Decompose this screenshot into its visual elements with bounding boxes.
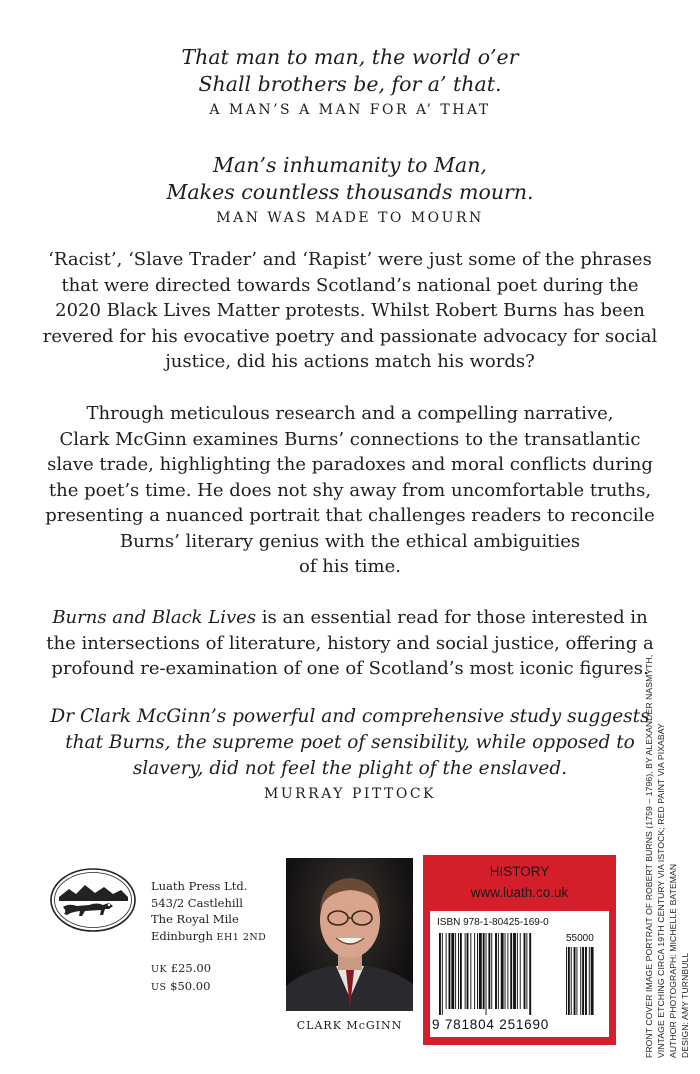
- review-line: Dr Clark McGinn’s powerful and comprehensive study suggests: [50, 706, 650, 727]
- credit-line: DESIGN: AMY TURNBULL: [680, 952, 690, 1058]
- credit-line: FRONT COVER IMAGE PORTRAIT OF ROBERT BURNS (1759 – 1796), BY ALEXANDER NASMYTH,: [644, 654, 654, 1058]
- epigraph-1-line: Shall brothers be, for a’ that.: [198, 72, 502, 96]
- blurb-line: revered for his evocative poetry and passionate advocacy for social: [42, 325, 658, 347]
- review-line: that Burns, the supreme poet of sensibility, while opposed to: [65, 732, 635, 753]
- blurb-paragraph-2: [0, 401, 700, 580]
- epigraph-2-line: Makes countless thousands mourn.: [166, 180, 534, 204]
- price-code: 55000: [566, 933, 594, 944]
- luath-logo-icon: [49, 867, 137, 933]
- price-uk: UK £25.00: [151, 961, 212, 975]
- blurb-line: the poet’s time. He does not shy away from uncomfortable truths,: [48, 479, 652, 501]
- blurb-line: of his time.: [299, 556, 401, 577]
- isbn-text: ISBN 978-1-80425-169-0: [437, 917, 549, 928]
- publisher-address-line: The Royal Mile: [151, 912, 239, 926]
- blurb-paragraph-3: [0, 605, 700, 682]
- author-photo: [286, 858, 413, 1011]
- review-line: slavery, did not feel the plight of the enslaved.: [132, 758, 568, 779]
- credit-line: VINTAGE ETCHING CIRCA 19TH CENTURY VIA ISTOCK; RED PAINT VIA PIXABAY: [656, 723, 666, 1058]
- epigraph-1: [0, 44, 700, 118]
- barcode-digits: 9 781804 251690: [432, 1017, 550, 1032]
- review-attribution: MURRAY PITTOCK: [264, 786, 436, 802]
- postcode: EH1 2ND: [216, 931, 267, 943]
- prices: [151, 960, 211, 996]
- blurb-line: [0, 605, 700, 631]
- book-title: Burns and Black Lives: [52, 607, 257, 628]
- category-label: HISTORY: [489, 864, 550, 879]
- credit-line: AUTHOR PHOTOGRAPH: MICHELLE BATEMAN: [668, 863, 678, 1058]
- epigraph-1-attribution: A MAN’S A MAN FOR A’ THAT: [209, 102, 491, 118]
- publisher-address: [151, 878, 266, 946]
- blurb-line: profound re-examination of one of Scotland’s most iconic figures.: [51, 658, 649, 679]
- author-portrait-icon: [286, 858, 413, 1011]
- barcode-panel: [430, 911, 609, 1037]
- publisher-name: Luath Press Ltd.: [151, 879, 248, 893]
- author-photo-caption: CLARK McGINN: [296, 1019, 403, 1032]
- publisher-website: www.luath.co.uk: [470, 885, 569, 900]
- epigraph-2-line: Man’s inhumanity to Man,: [213, 153, 487, 177]
- blurb-line: justice, did his actions match his words?: [165, 351, 535, 372]
- epigraph-1-line: That man to man, the world o’er: [181, 45, 519, 69]
- barcode-bars-icon: [437, 933, 561, 1015]
- blurb-line: Burns’ literary genius with the ethical ambiguities: [119, 530, 581, 552]
- barcode-box: [423, 855, 616, 1045]
- blurb-line: 2020 Black Lives Matter protests. Whilst Robert Burns has been: [55, 300, 645, 321]
- cover-credits: [643, 638, 691, 1058]
- blurb-line: Through meticulous research and a compelling narrative,: [86, 403, 614, 424]
- blurb-line: slave trade, highlighting the paradoxes and moral conflicts during: [47, 454, 653, 475]
- blurb-line: Clark McGinn examines Burns’ connections to the transatlantic: [59, 428, 641, 450]
- publisher-city-line: Edinburgh EH1 2ND: [151, 928, 267, 943]
- review-quote: [0, 704, 700, 802]
- price-barcode-icon: [565, 947, 605, 1015]
- publisher-address-line: 543/2 Castlehill: [151, 895, 243, 910]
- epigraph-2: [0, 152, 700, 226]
- blurb-line: ‘Racist’, ‘Slave Trader’ and ‘Rapist’ were just some of the phrases: [48, 249, 652, 270]
- blurb-line: presenting a nuanced portrait that challenges readers to reconcile: [45, 505, 655, 526]
- blurb-line: that were directed towards Scotland’s national poet during the: [61, 274, 639, 296]
- blurb-line-rest: is an essential read for those interested in: [256, 607, 648, 628]
- blurb-line: the intersections of literature, history and social justice, offering a: [46, 632, 654, 654]
- epigraph-2-attribution: MAN WAS MADE TO MOURN: [216, 210, 484, 226]
- price-us: US $50.00: [151, 979, 211, 993]
- blurb-paragraph-1: [0, 247, 700, 375]
